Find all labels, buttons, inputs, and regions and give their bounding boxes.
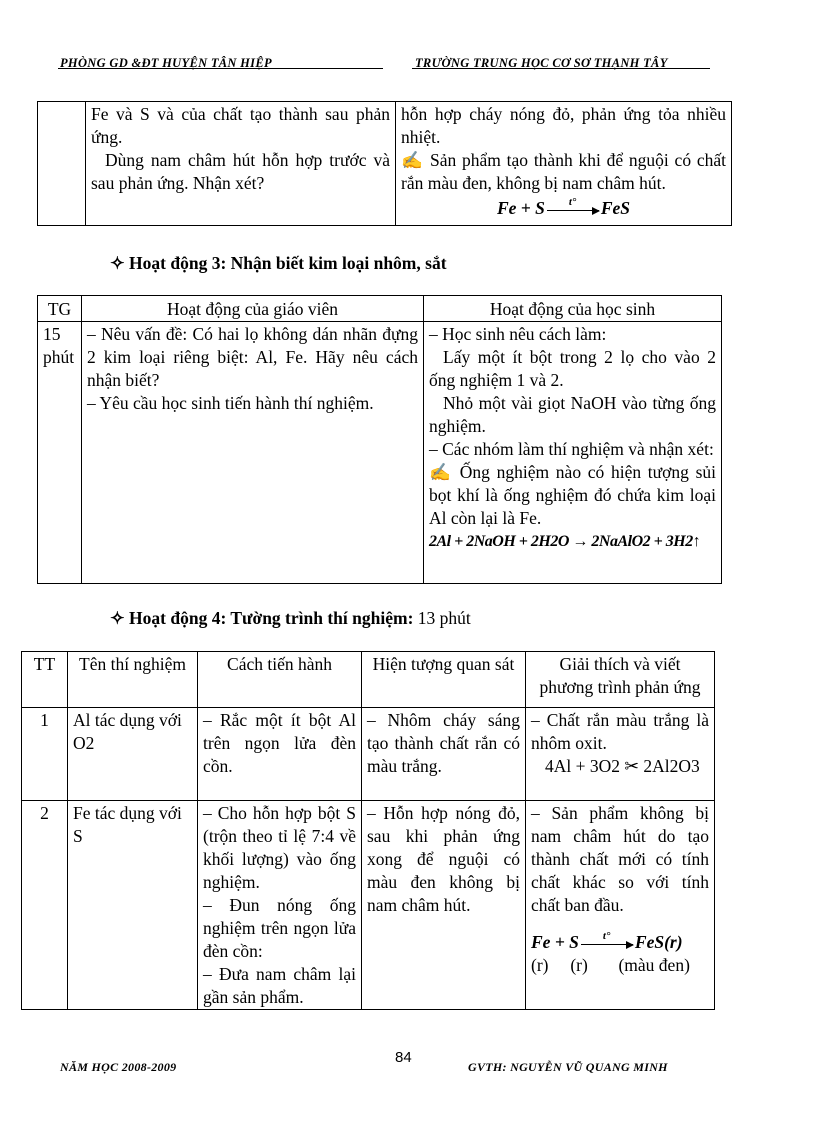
teacher-text: Fe và S và của chất tạo thành sau phản ứng. <box>91 104 390 147</box>
student-text: – Học sinh nêu cách làm: <box>429 324 607 344</box>
student-text: ✍ Ống nghiệm nào có hiện tượng sủi bọt khí là ống nghiệm đó chứa kim loại Al còn lại là Fe. <box>429 462 716 528</box>
method-text: – Rắc một ít bột Al trên ngọn lửa đèn cồn. <box>203 710 356 776</box>
phenomenon-cell: – Nhôm cháy sáng tạo thành chất rắn có màu trắng. <box>362 708 526 801</box>
header-teacher: Hoạt động của giáo viên <box>82 296 424 322</box>
method-text: – Đun nóng ống nghiệm trên ngọn lửa đèn cồn: <box>203 895 356 961</box>
header-explain: Giải thích và viết phương trình phản ứng <box>526 652 715 708</box>
equation-al-naoh: 2Al + 2NaOH + 2H2O → 2NaAlO2 + 3H2↑ <box>429 533 701 550</box>
activity4-heading-time: 13 phút <box>417 608 471 628</box>
footer-left: NĂM HỌC 2008-2009 <box>60 1060 177 1074</box>
header-student: Hoạt động của học sinh <box>424 296 722 322</box>
teacher-text: – Yêu cầu học sinh tiến hành thí nghiệm. <box>87 393 374 413</box>
student-text: ✍ Sản phẩm tạo thành khi để nguội có chất rắn màu đen, không bị nam châm hút. <box>401 150 726 193</box>
footer-right: GVTH: NGUYỄN VŨ QUANG MINH <box>468 1060 668 1074</box>
header-method: Cách tiến hành <box>198 652 362 708</box>
header-rule-left <box>58 68 383 69</box>
student-text: hỗn hợp cháy nóng đỏ, phản ứng tỏa nhiều nhiệt. <box>401 104 726 147</box>
header-rule-right <box>412 68 710 69</box>
header-name: Tên thí nghiệm <box>68 652 198 708</box>
equation-al-o2: 4Al + 3O2 ✂ 2Al2O3 <box>545 756 700 776</box>
equation-product: FeS <box>600 198 631 218</box>
table-row <box>22 708 715 801</box>
activity4-heading-title: ✧ Hoạt động 4: Tường trình thí nghiệm: <box>110 608 414 628</box>
student-text: Nhỏ một vài giọt NaOH vào từng ống nghiệm. <box>429 393 716 436</box>
time-cell <box>38 102 86 226</box>
condition: t° <box>568 196 577 208</box>
equation-reactants: Fe + S <box>496 198 545 218</box>
teacher-text: Dùng nam châm hút hỗn hợp trước và sau phản ứng. Nhận xét? <box>91 150 390 193</box>
table-row <box>22 801 715 1010</box>
activity2-continuation-table <box>37 101 732 226</box>
reaction-arrow <box>547 196 599 211</box>
teacher-cell <box>82 322 424 584</box>
method-cell <box>198 801 362 1010</box>
row-number: 2 <box>22 801 68 1010</box>
student-cell <box>424 322 722 584</box>
explain-cell <box>526 801 715 1010</box>
header-right: TRƯỜNG TRUNG HỌC CƠ SƠ THẠNH TÂY <box>415 56 668 70</box>
activity3-heading: ✧ Hoạt động 3: Nhận biết kim loại nhôm, sắt <box>110 253 447 273</box>
experiment-name: Al tác dụng với O2 <box>68 708 198 801</box>
time-cell: 15 phút <box>38 322 82 584</box>
method-text: – Cho hỗn hợp bột S (trộn theo tỉ lệ 7:4 về khối lượng) vào ống nghiệm. <box>203 803 356 892</box>
method-text: – Đưa nam châm lại gần sản phẩm. <box>203 964 356 1007</box>
state-labels: (r) (r) (màu đen) <box>531 955 690 975</box>
explain-text: – Sản phẩm không bị nam châm hút do tạo thành chất mới có tính chất khác so với tính chất ban đầu. <box>531 803 709 915</box>
equation-product: FeS(r) <box>634 932 683 952</box>
equation-fe-s-report <box>531 931 709 954</box>
reaction-arrow <box>581 930 633 945</box>
student-cell <box>396 102 732 226</box>
phenomenon-cell: – Hỗn hợp nóng đỏ, sau khi phản ứng xong để nguội có màu đen không bị nam châm hút. <box>362 801 526 1010</box>
header-tg: TG <box>38 296 82 322</box>
student-text: – Các nhóm làm thí nghiệm và nhận xét: <box>429 439 714 459</box>
header-tt: TT <box>22 652 68 708</box>
method-cell <box>198 708 362 801</box>
experiment-report-table <box>21 651 715 1010</box>
row-number: 1 <box>22 708 68 801</box>
condition: t° <box>602 930 611 942</box>
explain-cell <box>526 708 715 801</box>
header-left: PHÒNG GD &ĐT HUYỆN TÂN HIỆP <box>60 56 272 70</box>
experiment-name: Fe tác dụng với S <box>68 801 198 1010</box>
header-phenomenon: Hiện tượng quan sát <box>362 652 526 708</box>
activity4-heading <box>110 607 471 630</box>
equation-reactants: Fe + S <box>531 932 579 952</box>
teacher-cell <box>86 102 396 226</box>
explain-text: – Chất rắn màu trắng là nhôm oxit. <box>531 710 709 753</box>
equation-fe-s <box>401 197 726 220</box>
student-text: Lấy một ít bột trong 2 lọ cho vào 2 ống nghiệm 1 và 2. <box>429 347 716 390</box>
teacher-text: – Nêu vấn đề: Có hai lọ không dán nhãn đựng 2 kim loại riêng biệt: Al, Fe. Hãy nêu cách nhận biết? <box>87 324 418 390</box>
page-number: 84 <box>395 1049 412 1066</box>
activity3-table <box>37 295 722 584</box>
